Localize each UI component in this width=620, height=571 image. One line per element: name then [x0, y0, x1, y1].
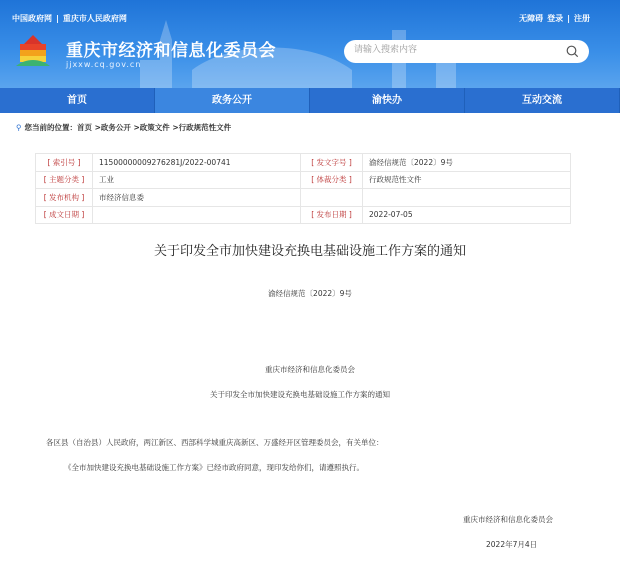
- top-links: [12, 13, 131, 24]
- meta-label: [ 体裁分类 ]: [301, 171, 363, 189]
- link-gov-cn[interactable]: 中国政府网: [12, 14, 52, 23]
- accessibility-link[interactable]: 无障碍: [519, 14, 544, 23]
- login-link[interactable]: 登录: [547, 14, 564, 23]
- meta-label: [ 主题分类 ]: [36, 171, 93, 189]
- separator: |: [567, 14, 570, 23]
- site-url: jjxxw.cq.gov.cn: [66, 60, 142, 69]
- site-logo-icon: [14, 32, 52, 66]
- meta-value: 市经济信息委: [93, 189, 301, 207]
- article-title: 关于印发全市加快建设充换电基础设施工作方案的通知: [153, 244, 466, 259]
- doc-number: 渝经信规范〔2022〕9号: [268, 289, 352, 298]
- table-row: [36, 206, 571, 224]
- body-paragraph: 《全市加快建设充换电基础设施工作方案》已经市政府同意，现印发给你们，请遵照执行。: [64, 463, 364, 472]
- user-links: [515, 13, 590, 24]
- meta-label: [ 成文日期 ]: [36, 206, 93, 224]
- separator: |: [56, 14, 59, 23]
- sign-date: 2022年7月4日: [486, 540, 538, 549]
- meta-label: [ 发布日期 ]: [301, 206, 363, 224]
- nav-yukuaiban[interactable]: 渝快办: [310, 88, 465, 113]
- meta-label: [ 发文字号 ]: [301, 154, 363, 172]
- meta-value: 行政规范性文件: [363, 171, 571, 189]
- issuer: 重庆市经济和信息化委员会: [265, 365, 355, 374]
- site-header: [0, 0, 620, 88]
- meta-label: [301, 189, 363, 207]
- nav-home[interactable]: 首页: [0, 88, 155, 113]
- meta-value: 工业: [93, 171, 301, 189]
- recipients: 各区县（自治县）人民政府，两江新区、西部科学城重庆高新区、万盛经开区管理委员会，有关单位：: [46, 438, 384, 447]
- table-row: [36, 171, 571, 189]
- meta-value: 渝经信规范〔2022〕9号: [363, 154, 571, 172]
- site-title[interactable]: 重庆市经济和信息化委员会: [66, 41, 276, 61]
- nav-interaction[interactable]: 互动交流: [465, 88, 620, 113]
- table-row: [36, 189, 571, 207]
- document-meta-table: [35, 153, 571, 224]
- main-nav: [0, 88, 620, 113]
- article-subtitle: 关于印发全市加快建设充换电基础设施工作方案的通知: [210, 390, 390, 399]
- meta-value: 2022-07-05: [363, 206, 571, 224]
- meta-value: 11500000009276281J/2022-00741: [93, 154, 301, 172]
- meta-value: [363, 189, 571, 207]
- location-pin-icon: ⚲: [16, 123, 22, 132]
- search-box: [344, 40, 589, 63]
- breadcrumb-text[interactable]: 您当前的位置：首页 >政务公开 >政策文件 >行政规范性文件: [24, 123, 232, 132]
- meta-value: [93, 206, 301, 224]
- nav-gov-affairs[interactable]: 政务公开: [155, 88, 310, 113]
- search-input[interactable]: [354, 44, 554, 54]
- meta-label: [ 索引号 ]: [36, 154, 93, 172]
- signature: 重庆市经济和信息化委员会: [463, 515, 553, 524]
- register-link[interactable]: 注册: [574, 14, 590, 23]
- meta-label: [ 发布机构 ]: [36, 189, 93, 207]
- link-cq-gov[interactable]: 重庆市人民政府网: [62, 14, 127, 23]
- search-icon[interactable]: [566, 45, 579, 58]
- breadcrumb: [16, 122, 231, 133]
- table-row: [36, 154, 571, 172]
